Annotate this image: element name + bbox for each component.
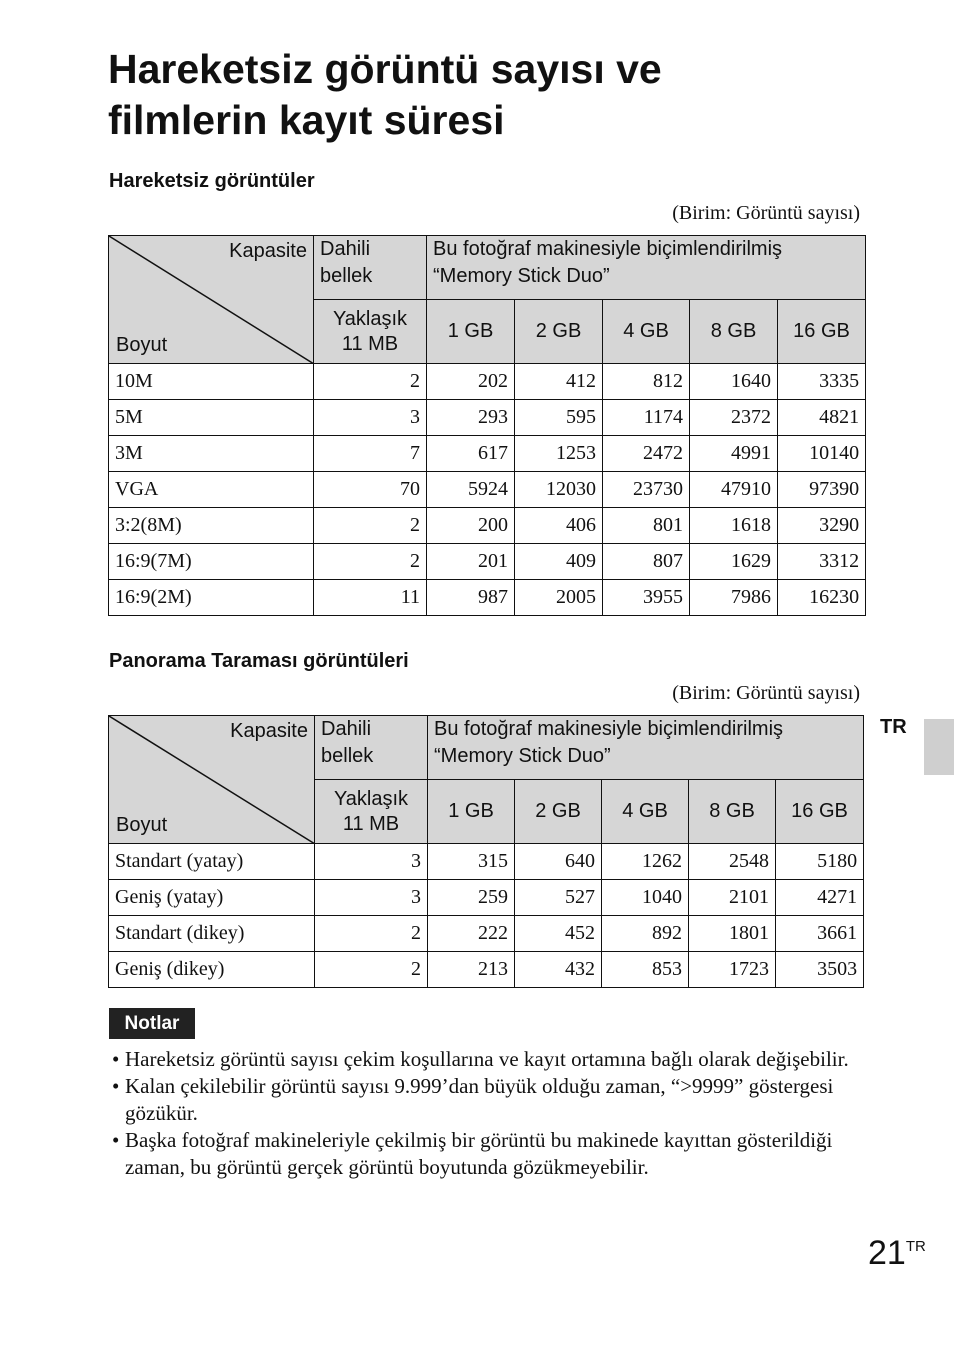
language-tab-label: TR: [880, 716, 907, 738]
table-cell: 5924: [427, 472, 515, 508]
section-heading-still-images: Hareketsiz görüntüler: [109, 170, 315, 192]
row-label: Standart (yatay): [109, 844, 315, 880]
table-cell: 23730: [603, 472, 690, 508]
row-label: 3M: [109, 436, 314, 472]
col-header: 1 GB: [428, 780, 515, 844]
page-title: [108, 44, 828, 146]
table-cell: 801: [603, 508, 690, 544]
table-cell: 1253: [515, 436, 603, 472]
page-title-line2: filmlerin kayıt süresi: [108, 97, 505, 143]
table-cell: 1262: [602, 844, 689, 880]
note-item: • Başka fotoğraf makineleriyle çekilmiş bir görüntü bu makinede kayıttan gösterildiği zaman, bu görüntü gerçek görüntü boyutunda gözükmeyebilir.: [112, 1128, 833, 1179]
table-cell: 807: [603, 544, 690, 580]
table-cell: 47910: [690, 472, 778, 508]
table-cell: 2: [314, 544, 427, 580]
table-cell: 853: [602, 952, 689, 988]
unit-note: (Birim: Görüntü sayısı): [672, 682, 860, 704]
col-header: 2 GB: [515, 300, 603, 364]
table-cell: 3955: [603, 580, 690, 616]
table-cell: 812: [603, 364, 690, 400]
table-cell: 201: [427, 544, 515, 580]
note-item: • Hareketsiz görüntü sayısı çekim koşullarına ve kayıt ortamına bağlı olarak değişebilir.: [112, 1047, 849, 1071]
col-header: 2 GB: [515, 780, 602, 844]
table-cell: 406: [515, 508, 603, 544]
table-cell: 3: [314, 400, 427, 436]
notes-badge: Notlar: [109, 1008, 195, 1039]
unit-note: (Birim: Görüntü sayısı): [672, 202, 860, 224]
table-cell: 10140: [778, 436, 866, 472]
still-images-table: [108, 235, 866, 616]
table-cell: 2472: [603, 436, 690, 472]
table-cell: 527: [515, 880, 602, 916]
table-cell: 409: [515, 544, 603, 580]
row-label: Geniş (yatay): [109, 880, 315, 916]
table-cell: 4991: [690, 436, 778, 472]
table-cell: 259: [428, 880, 515, 916]
row-label: 16:9(2M): [109, 580, 314, 616]
table-row: [109, 844, 864, 880]
table-cell: 3290: [778, 508, 866, 544]
table-cell: 3661: [776, 916, 864, 952]
table-cell: 293: [427, 400, 515, 436]
table-row: [109, 952, 864, 988]
table-cell: 432: [515, 952, 602, 988]
section-heading-panorama: Panorama Taraması görüntüleri: [109, 650, 409, 672]
table-cell: 1801: [689, 916, 776, 952]
table-row: [109, 400, 866, 436]
capacity-label: Kapasite: [229, 240, 307, 262]
table-cell: 2: [315, 916, 428, 952]
table-cell: 202: [427, 364, 515, 400]
approx-11mb-header: Yaklaşık 11 MB: [314, 300, 427, 364]
table-cell: 70: [314, 472, 427, 508]
table-row: [109, 544, 866, 580]
table-cell: 987: [427, 580, 515, 616]
row-label: VGA: [109, 472, 314, 508]
table-cell: 3: [315, 844, 428, 880]
size-label: Boyut: [116, 334, 168, 356]
table-cell: 2101: [689, 880, 776, 916]
internal-memory-header: Dahili bellek: [314, 236, 427, 300]
table-cell: 2372: [690, 400, 778, 436]
col-header: 4 GB: [603, 300, 690, 364]
table-cell: 2: [314, 508, 427, 544]
page-title-line1: Hareketsiz görüntü sayısı ve: [108, 46, 662, 92]
capacity-label: Kapasite: [230, 720, 308, 742]
table-cell: 12030: [515, 472, 603, 508]
memory-stick-header: Bu fotoğraf makinesiyle biçimlendirilmiş “Memory Stick Duo”: [427, 236, 866, 300]
col-header: 8 GB: [689, 780, 776, 844]
table-cell: 2005: [515, 580, 603, 616]
page-number: $21^{TR}$: [868, 1234, 926, 1272]
table-cell: 640: [515, 844, 602, 880]
table-cell: 1723: [689, 952, 776, 988]
table-row: [109, 364, 866, 400]
row-label: 5M: [109, 400, 314, 436]
internal-memory-header: Dahili bellek: [315, 716, 428, 780]
table-cell: 2: [314, 364, 427, 400]
table-row: [109, 916, 864, 952]
row-label: 3:2(8M): [109, 508, 314, 544]
row-label: Geniş (dikey): [109, 952, 315, 988]
language-tab-bar: [924, 719, 954, 775]
table-cell: 617: [427, 436, 515, 472]
table-cell: 11: [314, 580, 427, 616]
table-cell: 7986: [690, 580, 778, 616]
col-header: 16 GB: [778, 300, 866, 364]
corner-header: [109, 716, 315, 844]
table-row: [109, 880, 864, 916]
table-cell: 213: [428, 952, 515, 988]
table-row: [109, 472, 866, 508]
table-cell: 97390: [778, 472, 866, 508]
panorama-images-table: [108, 715, 864, 988]
table-cell: 412: [515, 364, 603, 400]
col-header: 4 GB: [602, 780, 689, 844]
table-cell: 1618: [690, 508, 778, 544]
table-cell: 1629: [690, 544, 778, 580]
table-cell: 452: [515, 916, 602, 952]
corner-header: [109, 236, 314, 364]
table-cell: 5180: [776, 844, 864, 880]
table-cell: 2: [315, 952, 428, 988]
table-cell: 595: [515, 400, 603, 436]
table-cell: 3: [315, 880, 428, 916]
table-cell: 1174: [603, 400, 690, 436]
table-row: [109, 580, 866, 616]
table-row: [109, 508, 866, 544]
table-cell: 1040: [602, 880, 689, 916]
notes-list: [112, 1046, 852, 1181]
table-cell: 4821: [778, 400, 866, 436]
row-label: 10M: [109, 364, 314, 400]
col-header: 8 GB: [690, 300, 778, 364]
table-cell: 3312: [778, 544, 866, 580]
table-row: [109, 436, 866, 472]
table-cell: 16230: [778, 580, 866, 616]
size-label: Boyut: [116, 814, 168, 836]
col-header: 16 GB: [776, 780, 864, 844]
table-cell: 2548: [689, 844, 776, 880]
row-label: 16:9(7M): [109, 544, 314, 580]
note-item: • Kalan çekilebilir görüntü sayısı 9.999’dan büyük olduğu zaman, “>9999” göstergesi gözükür.: [112, 1074, 834, 1125]
table-cell: 4271: [776, 880, 864, 916]
table-cell: 3335: [778, 364, 866, 400]
table-cell: 7: [314, 436, 427, 472]
table-cell: 3503: [776, 952, 864, 988]
approx-11mb-header: Yaklaşık 11 MB: [315, 780, 428, 844]
table-cell: 1640: [690, 364, 778, 400]
table-cell: 200: [427, 508, 515, 544]
memory-stick-header: Bu fotoğraf makinesiyle biçimlendirilmiş “Memory Stick Duo”: [428, 716, 864, 780]
table-cell: 222: [428, 916, 515, 952]
table-cell: 892: [602, 916, 689, 952]
col-header: 1 GB: [427, 300, 515, 364]
row-label: Standart (dikey): [109, 916, 315, 952]
table-cell: 315: [428, 844, 515, 880]
